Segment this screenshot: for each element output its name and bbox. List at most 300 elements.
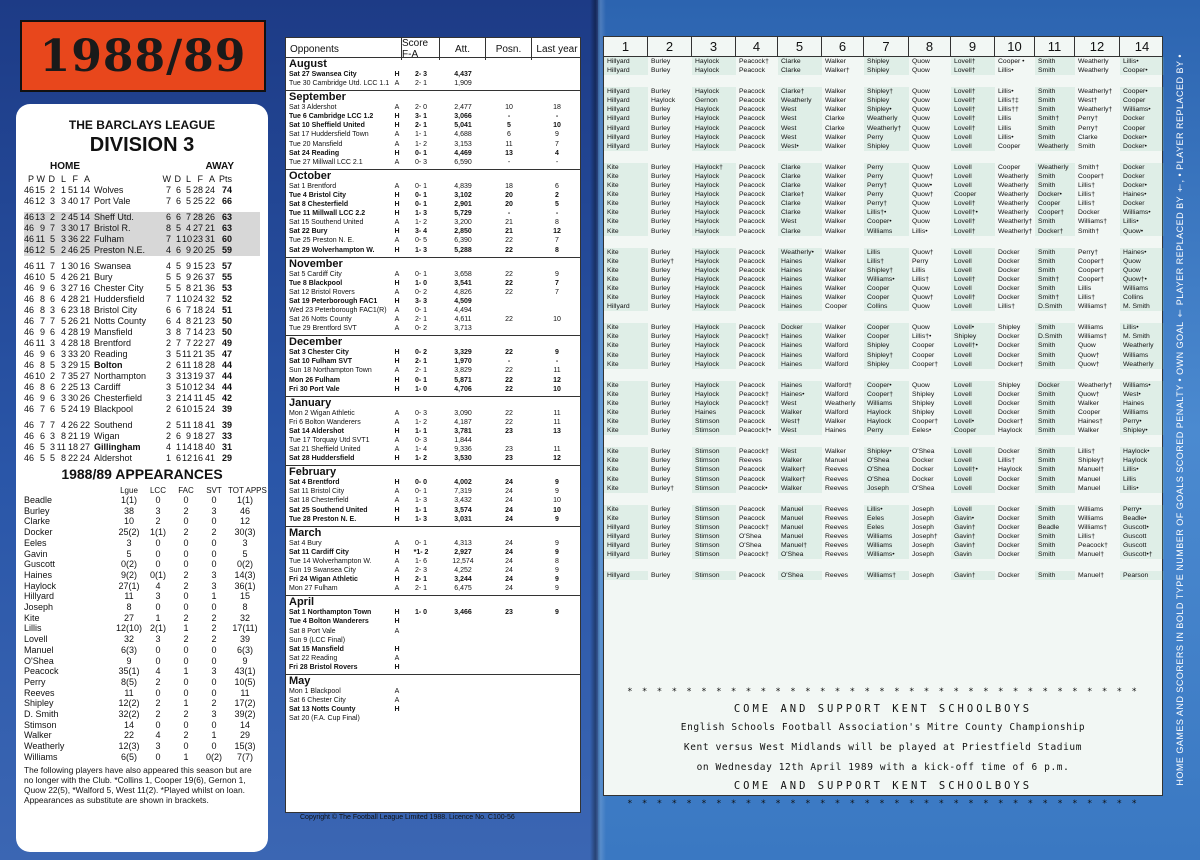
appearance-cell: 43(1) bbox=[234, 666, 256, 677]
league-row bbox=[24, 185, 260, 196]
league-cell: 24 bbox=[79, 453, 90, 463]
league-cell: 5 bbox=[185, 185, 191, 195]
fixture-ha: H bbox=[394, 645, 400, 653]
lineup-player: Lillis† bbox=[912, 275, 929, 283]
lineup-player: Haylock bbox=[692, 341, 736, 350]
lineup-player: Stimson bbox=[692, 514, 736, 523]
lineup-player: Quow bbox=[912, 218, 930, 226]
fixture-last: 9 bbox=[555, 609, 559, 617]
league-cell: 8 bbox=[39, 382, 45, 392]
league-cell: 2 bbox=[165, 420, 171, 430]
lineup-player: M. Smith bbox=[1120, 302, 1164, 311]
appearance-cell: 2 bbox=[183, 612, 189, 623]
fixture-ha: A bbox=[394, 585, 400, 593]
fixture-row bbox=[286, 79, 580, 88]
lineup-player: Walker bbox=[825, 266, 846, 274]
lineup-player: Hillyard bbox=[604, 57, 648, 66]
lineup-player: Peacock† bbox=[739, 333, 769, 341]
league-cell: 7 bbox=[165, 234, 171, 244]
league-cell: 12 bbox=[35, 245, 46, 255]
league-cell: 25 bbox=[79, 245, 90, 255]
fixture-score: 1- 0 bbox=[414, 609, 428, 617]
fixture-row bbox=[286, 436, 580, 445]
league-cell: 53 bbox=[221, 283, 232, 293]
lineup-player: Quow† bbox=[1078, 360, 1100, 368]
league-cell: 46 bbox=[24, 349, 35, 359]
lineup-player: Kite bbox=[604, 426, 648, 435]
player-name: Burley bbox=[24, 505, 50, 516]
appearance-cell: 8(5) bbox=[120, 676, 137, 687]
fixture-row bbox=[286, 654, 580, 663]
fixture-score: 0- 1 bbox=[414, 182, 428, 190]
lineup-player: Lillis†• bbox=[864, 208, 909, 217]
appearance-cell: 0 bbox=[155, 655, 161, 666]
league-cell: 46 bbox=[24, 420, 35, 430]
appearance-cell: 7(7) bbox=[236, 751, 253, 762]
lineup-player: Hillyard bbox=[604, 124, 648, 133]
fixture-ha: A bbox=[394, 654, 400, 662]
lineup-player: Haylock bbox=[692, 208, 736, 217]
lineup-player: Walker† bbox=[778, 475, 822, 484]
fixture-score: 2- 1 bbox=[414, 122, 428, 130]
league-cell: 46 bbox=[24, 234, 35, 244]
fixture-ha: H bbox=[394, 246, 400, 254]
lineup-player: Cooper• bbox=[864, 381, 909, 390]
lineup-player: Williams• bbox=[1120, 381, 1164, 390]
player-name: Eeles bbox=[24, 537, 47, 548]
league-cell: 5 bbox=[60, 404, 66, 414]
league-cell: 21 bbox=[192, 283, 203, 293]
league-cell: 29 bbox=[67, 360, 78, 370]
lineup-player: Lovell† bbox=[951, 87, 995, 96]
fixture-last bbox=[532, 617, 582, 626]
key-text: HOME GAMES AND SCORERS IN BOLD TYPE NUMBER OF GOALS SCORED PENALTY • OWN GOAL † PLAYER REPLACED BY †, • PLAYER REPLACED BY • bbox=[1175, 54, 1185, 786]
shirt-number: 11 bbox=[1035, 37, 1075, 56]
fixture-att bbox=[440, 617, 486, 626]
lineup-player: Clarke† bbox=[778, 87, 822, 96]
lineup-player: West• bbox=[1120, 390, 1164, 399]
fixture-posn: 18 bbox=[505, 182, 513, 190]
fixture-posn: 22 bbox=[505, 246, 513, 254]
lineup-player: Lovell†• bbox=[951, 465, 995, 474]
fixture-posn bbox=[486, 645, 532, 654]
fixture-att: 1,909 bbox=[454, 80, 472, 88]
lineup-player: Kite bbox=[604, 332, 648, 341]
fixture-score: 0- 2 bbox=[414, 325, 428, 333]
appearance-cell: 3 bbox=[211, 505, 217, 516]
appearance-cell: 2 bbox=[211, 527, 217, 538]
fixture-last: 9 bbox=[555, 488, 559, 496]
lineup-player: Walker bbox=[825, 97, 846, 105]
fixture-opp: Mon 1 Blackpool bbox=[289, 687, 341, 695]
home-away-labels bbox=[24, 161, 260, 172]
lineup-player: Stimson bbox=[692, 456, 736, 465]
fixture-ha: H bbox=[394, 279, 400, 287]
fixture-att: 3,541 bbox=[454, 279, 472, 287]
fixture-ha: H bbox=[394, 548, 400, 556]
lineup-player: Peacock bbox=[739, 88, 766, 96]
league-cell: 10 bbox=[182, 234, 193, 244]
shirt-number: 4 bbox=[736, 37, 778, 56]
league-cell: 3 bbox=[165, 371, 171, 381]
lineup-player: Perry bbox=[864, 426, 909, 435]
league-cell: 28 bbox=[192, 212, 203, 222]
league-cell: 36 bbox=[67, 234, 78, 244]
lineup-player: Lillis• bbox=[998, 133, 1014, 141]
lineup-row bbox=[604, 172, 1162, 181]
lineup-player: Lillis• bbox=[1120, 323, 1164, 332]
lineup-player: West† bbox=[778, 417, 822, 426]
lineup-player: Smith bbox=[1035, 87, 1075, 96]
lineup-player: Weatherly bbox=[825, 399, 856, 407]
league-cell: 3 bbox=[60, 393, 66, 403]
fixture-row bbox=[286, 454, 580, 463]
lineup-player: Smith bbox=[1035, 181, 1075, 190]
fixture-ha: A bbox=[394, 488, 400, 496]
lineup-player: Burley† bbox=[651, 257, 675, 265]
lineup-player: Burley bbox=[651, 294, 671, 302]
lineup-player: Weatherly† bbox=[1078, 106, 1113, 114]
player-name: O'Shea bbox=[24, 655, 54, 666]
fixture-att: 4,706 bbox=[454, 385, 472, 393]
appearance-cell: 11 bbox=[124, 591, 134, 602]
player-name: Joseph bbox=[24, 602, 54, 613]
grid-month-gap bbox=[604, 369, 1162, 381]
lineup-player: Walker bbox=[825, 324, 846, 332]
fixture-last: - bbox=[555, 210, 559, 218]
fixture-row bbox=[286, 663, 580, 672]
league-cell: 7 bbox=[39, 316, 45, 326]
league-cell: 63 bbox=[221, 212, 232, 222]
lineup-player: Lillis• bbox=[998, 88, 1014, 96]
fixture-ha: H bbox=[394, 576, 400, 584]
lineup-player: Smith bbox=[1035, 96, 1075, 105]
league-cell: 18 bbox=[79, 305, 90, 315]
fixture-last bbox=[532, 79, 582, 88]
lineup-player: Burley bbox=[651, 133, 671, 141]
lineup-player: Weatherly bbox=[1078, 67, 1109, 75]
lineup-player: Peacock bbox=[739, 124, 766, 132]
lineup-player: Docker bbox=[998, 572, 1020, 580]
lineup-player: Lillis bbox=[912, 266, 926, 274]
lineup-player: Quow bbox=[912, 200, 930, 208]
league-team-name: Huddersfield bbox=[94, 294, 145, 304]
league-cell: 9 bbox=[39, 223, 45, 233]
lineup-player: Burley bbox=[651, 333, 671, 341]
fixture-att: 5,041 bbox=[454, 122, 472, 130]
league-cell: 4 bbox=[60, 420, 66, 430]
fixture-ha: A bbox=[394, 306, 400, 314]
lineup-player: Haylock bbox=[692, 181, 736, 190]
league-cell: 63 bbox=[221, 223, 232, 233]
lineup-player: Cooper bbox=[1035, 199, 1075, 208]
lineup-player: Burley bbox=[651, 172, 671, 180]
league-cell: 7 bbox=[49, 261, 55, 271]
league-row bbox=[24, 420, 260, 431]
lineup-player: Reeves bbox=[825, 533, 849, 541]
lineup-player: Pearson bbox=[1120, 571, 1164, 580]
lineup-player: Docker† bbox=[998, 360, 1024, 368]
league-cell: 8 bbox=[60, 453, 66, 463]
lineup-player: Shipley• bbox=[1120, 426, 1164, 435]
lineup-player: Stimson bbox=[692, 484, 736, 493]
lineup-player: Manuel bbox=[778, 505, 822, 514]
lineup-player: Peacock bbox=[739, 209, 766, 217]
fixture-row bbox=[286, 297, 580, 306]
lineup-player: Williams bbox=[1120, 351, 1164, 360]
lineup-player: Stimson bbox=[692, 550, 736, 559]
league-cell: 26 bbox=[204, 212, 215, 222]
league-cell: 3 bbox=[60, 349, 66, 359]
lineup-player: Quow bbox=[1078, 342, 1096, 350]
fixture-row bbox=[286, 366, 580, 375]
lineup-player: Lovell bbox=[951, 381, 995, 390]
appearance-cell: 0 bbox=[155, 559, 161, 570]
lineup-player: Peacock bbox=[739, 200, 766, 208]
lineup-player: Kite bbox=[604, 408, 648, 417]
league-cell: 66 bbox=[221, 196, 232, 206]
appearance-cell: 5 bbox=[242, 548, 248, 559]
league-cell: 13 bbox=[79, 382, 90, 392]
lineup-player: Clarke bbox=[1078, 133, 1098, 141]
appearance-cell: 1 bbox=[183, 666, 189, 677]
league-cell: 35 bbox=[67, 371, 78, 381]
lineup-player: Burley bbox=[651, 182, 671, 190]
league-cell: 46 bbox=[24, 382, 35, 392]
league-cell: 46 bbox=[24, 453, 35, 463]
lineup-player: Shipley bbox=[912, 390, 935, 398]
league-cell: 8 bbox=[175, 327, 181, 337]
fixture-row bbox=[286, 288, 580, 297]
league-cell: 11 bbox=[182, 349, 192, 359]
league-cell: 27 bbox=[192, 223, 203, 233]
fixture-row bbox=[286, 158, 580, 167]
player-name: Clarke bbox=[24, 516, 51, 527]
fixture-score bbox=[402, 687, 440, 696]
lineup-player: Burley bbox=[651, 275, 671, 283]
shirt-number: 10 bbox=[995, 37, 1035, 56]
fixture-posn: 22 bbox=[505, 279, 513, 287]
shirt-number: 8 bbox=[909, 37, 951, 56]
league-cell: 4 bbox=[165, 442, 171, 452]
lineup-player: Lovell bbox=[951, 360, 995, 369]
lineup-player: M. Smith bbox=[1120, 332, 1164, 341]
lineup-player: Burley bbox=[651, 542, 671, 550]
league-cell: 7 bbox=[49, 223, 55, 233]
fixture-att: 3,530 bbox=[454, 455, 472, 463]
league-cell: 14 bbox=[182, 442, 193, 452]
league-cell: 21 bbox=[79, 272, 90, 282]
fixture-att: 3,102 bbox=[454, 191, 472, 199]
player-name: Shipley bbox=[24, 698, 54, 709]
fixture-posn: - bbox=[507, 210, 511, 218]
lineup-row bbox=[604, 341, 1162, 350]
league-cell: 27 bbox=[67, 283, 78, 293]
lineup-row bbox=[604, 447, 1162, 456]
lineup-player: Clarke† bbox=[778, 190, 822, 199]
appearance-cell: 0 bbox=[211, 676, 217, 687]
league-cell: 6 bbox=[49, 382, 55, 392]
fixture-opp: Sat 13 Notts County bbox=[289, 706, 356, 714]
lineup-player: Haylock bbox=[692, 124, 736, 133]
kent-line-2: Kent versus West Midlands will be played at Priestfield Stadium bbox=[683, 742, 1083, 753]
fixture-score: 1- 1 bbox=[414, 427, 428, 435]
league-division: DIVISION 3 bbox=[89, 134, 195, 156]
league-cell: 2 bbox=[165, 360, 171, 370]
fixture-posn: 20 bbox=[505, 191, 513, 199]
fixture-score: 2- 0 bbox=[414, 104, 428, 112]
appearance-cell: 2 bbox=[211, 623, 217, 634]
lineup-player: Gavin† bbox=[951, 571, 995, 580]
appearance-cell: 29 bbox=[239, 730, 250, 741]
league-cell: 2 bbox=[60, 245, 66, 255]
fixture-posn: 22 bbox=[505, 385, 513, 393]
league-team-name: Fulham bbox=[94, 234, 125, 244]
appearance-cell: 0 bbox=[183, 548, 189, 559]
league-cell: 19 bbox=[79, 404, 90, 414]
league-header-cell: L bbox=[185, 174, 191, 184]
lineup-player: Shipley• bbox=[864, 447, 909, 456]
fixture-row bbox=[286, 705, 580, 714]
lineup-player: Peacock bbox=[739, 106, 766, 114]
fixture-last: 9 bbox=[555, 131, 559, 139]
lineup-player: Lovell† bbox=[951, 114, 995, 123]
lineup-player: Peacock† bbox=[739, 551, 769, 559]
fixture-att: 3,466 bbox=[454, 609, 472, 617]
appearance-cell: 14 bbox=[239, 719, 250, 730]
league-cell: 3 bbox=[60, 283, 66, 293]
appearances-note: The following players have also appeared this season but are no longer with the Club. *Collins 1, Cooper 19(6), Gernon 1, Quow 22(5), *Walford 5, West 11(2). *Played whilst on loan. Appearances as substitute are shown in brackets. bbox=[24, 764, 252, 805]
lineup-player: Shipley bbox=[864, 66, 909, 75]
lineup-player: Cooper• bbox=[864, 217, 909, 226]
league-cell: 1 bbox=[175, 234, 181, 244]
lineup-player: Williams• bbox=[864, 550, 909, 559]
lineup-player: Lillis bbox=[998, 124, 1012, 132]
lineup-player: Stimson bbox=[692, 447, 736, 456]
appearance-cell: 30(3) bbox=[234, 527, 256, 538]
appearance-cell: 9 bbox=[126, 655, 132, 666]
appearance-row bbox=[24, 495, 260, 506]
fixture-posn: 23 bbox=[505, 455, 513, 463]
fixture-score: 1- 3 bbox=[414, 246, 428, 254]
lineup-player: Walker† bbox=[778, 465, 822, 474]
fixture-att: 2,477 bbox=[454, 104, 472, 112]
fixture-ha: H bbox=[394, 297, 400, 305]
lineup-player: Hillyard bbox=[604, 571, 648, 580]
fixture-ha: H bbox=[394, 349, 400, 357]
lineup-player: Peacock bbox=[739, 172, 766, 180]
fixture-last: 9 bbox=[555, 585, 559, 593]
appearance-cell: 12(10) bbox=[115, 623, 142, 634]
fixture-last: 9 bbox=[555, 515, 559, 523]
appearance-cell: 0 bbox=[183, 559, 189, 570]
lineup-player: Smith bbox=[1078, 142, 1096, 150]
lineup-player: Smith† bbox=[1035, 114, 1075, 123]
fixture-last bbox=[532, 687, 582, 696]
fixture-ha: A bbox=[394, 697, 400, 705]
league-cell: 46 bbox=[67, 245, 78, 255]
lineup-row bbox=[604, 66, 1162, 75]
fixture-opp: Sat 17 Huddersfield Town bbox=[289, 131, 369, 139]
league-cell: 8 bbox=[39, 294, 45, 304]
lineup-player: West† bbox=[1078, 97, 1098, 105]
league-cell: 21 bbox=[192, 349, 203, 359]
lineup-player: Walker bbox=[825, 284, 846, 292]
lineup-player: Manuel† bbox=[1078, 551, 1105, 559]
fixture-last: 11 bbox=[553, 418, 561, 426]
lineup-player: Smith bbox=[1035, 172, 1075, 181]
fixture-posn bbox=[486, 79, 532, 88]
league-cell: 5 bbox=[39, 442, 45, 452]
league-cell: 20 bbox=[192, 245, 203, 255]
league-cell: 7 bbox=[165, 196, 171, 206]
season-badge bbox=[20, 20, 266, 92]
lineup-row bbox=[604, 514, 1162, 523]
league-cell: 7 bbox=[175, 338, 181, 348]
fixture-last bbox=[532, 324, 582, 333]
lineup-player: Lillis bbox=[1120, 475, 1164, 484]
league-cell: 55 bbox=[221, 272, 232, 282]
league-cell: 23 bbox=[204, 261, 215, 271]
lineup-row bbox=[604, 87, 1162, 96]
fixture-last: 8 bbox=[555, 219, 559, 227]
fixture-att: 6,475 bbox=[454, 585, 472, 593]
appearance-cell: 0 bbox=[211, 559, 217, 570]
fixture-ha: H bbox=[394, 71, 400, 78]
lineup-row bbox=[604, 332, 1162, 341]
fixture-ha: H bbox=[394, 122, 400, 130]
appearance-cell: 0 bbox=[183, 602, 189, 613]
appearance-cell: 0 bbox=[183, 687, 189, 698]
fixture-score: 2- 1 bbox=[414, 367, 428, 375]
fixture-score: 0- 1 bbox=[414, 539, 428, 547]
appearance-row bbox=[24, 581, 260, 592]
shirt-number: 5 bbox=[778, 37, 822, 56]
league-cell: 5 bbox=[49, 245, 55, 255]
fixture-ha: H bbox=[394, 609, 400, 617]
fixture-att: 7,319 bbox=[454, 488, 472, 496]
lineup-row bbox=[604, 360, 1162, 369]
fixture-posn: 22 bbox=[505, 270, 513, 278]
fixture-att: 4,187 bbox=[454, 418, 472, 426]
league-team-name: Port Vale bbox=[94, 196, 131, 206]
lineup-player: Williams bbox=[1120, 408, 1164, 417]
lineup-player: Lillis• bbox=[1120, 465, 1164, 474]
lineup-player: Smith bbox=[1035, 541, 1075, 550]
lineup-player: Docker bbox=[998, 266, 1020, 274]
league-cell: 18 bbox=[79, 338, 90, 348]
lineup-player: Burley bbox=[651, 227, 671, 235]
league-cell: 5 bbox=[175, 272, 181, 282]
league-cell: 6 bbox=[49, 294, 55, 304]
league-cell: 2 bbox=[60, 212, 66, 222]
lineup-player: Quow bbox=[912, 67, 930, 75]
league-team-name: Chester City bbox=[94, 283, 144, 293]
appearance-cell: 2 bbox=[183, 709, 189, 720]
lineup-player: Lovell bbox=[951, 475, 995, 484]
lineup-player: Cooper bbox=[912, 351, 935, 359]
league-row bbox=[24, 196, 260, 207]
lineup-player: Cooper bbox=[825, 303, 848, 311]
lineup-player: Peacock†• bbox=[739, 427, 772, 435]
lineup-player: Walker bbox=[778, 456, 822, 465]
appearance-cell: 32(2) bbox=[118, 709, 140, 720]
lineup-player: Lovell† bbox=[951, 96, 995, 105]
lineup-player: Peacock bbox=[739, 505, 766, 513]
lineup-player: Gavin bbox=[951, 550, 995, 559]
league-row bbox=[24, 223, 260, 234]
lineup-player: Haines• bbox=[1120, 248, 1164, 257]
